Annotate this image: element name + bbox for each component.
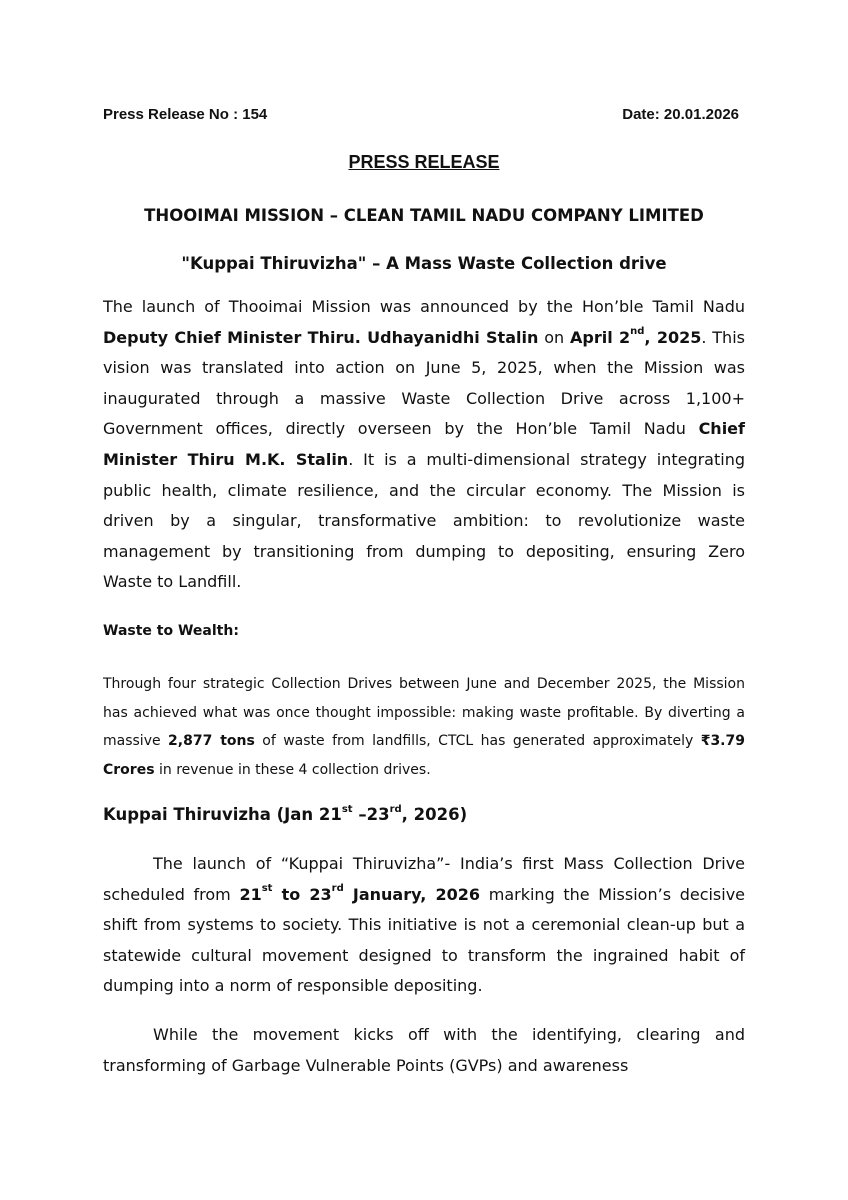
kuppai-date-a: 21 (239, 884, 262, 904)
movement-paragraph: While the movement kicks off with the identifying, clearing and transforming of Garbage Vulnerable Points (GVPs) and awareness (103, 1025, 745, 1075)
kuppai-date-b-sup: rd (331, 883, 344, 895)
release-number: Press Release No : 154 (103, 106, 268, 123)
page-title: PRESS RELEASE (348, 152, 500, 172)
kuppai-date-c: January, 2026 (343, 884, 481, 904)
intro-date-post: , 2025 (644, 327, 702, 347)
kuppai-paragraph (103, 849, 745, 1002)
waste-to-wealth-heading: Waste to Wealth: (103, 623, 239, 639)
release-date: Date: 20.01.2026 (622, 106, 739, 123)
intro-bold-cm: Chief Minister Thiru M.K. Stalin (103, 419, 745, 469)
wtw-text-3: in revenue in these 4 collection drives. (154, 762, 431, 779)
intro-text-4: . It is a multi-dimensional strategy integrating public health, climate resilience, and the circular economy. The Mission is driven by a singular, transformative ambition: to revolutionize waste management by transitioning from dumping to depositing, ensuring Zero Waste to Landfill. (103, 449, 746, 592)
release-header (103, 106, 739, 123)
wtw-text-2: of waste from landfills, CTCL has generated approximately (254, 733, 701, 750)
wtw-bold-tons: 2,877 tons (168, 733, 255, 750)
kuppai-bold-dates (239, 885, 480, 904)
intro-paragraph (103, 292, 745, 598)
intro-date-sup: nd (630, 326, 645, 338)
kuppai-date-a-sup: st (261, 883, 273, 895)
kuppai-heading (103, 805, 467, 824)
wtw-text-1: Through four strategic Collection Drives between June and December 2025, the Mission has achieved what was once thought impossible: making waste profitable. By diverting a massive (103, 676, 745, 750)
kuppai-date-b: to 23 (272, 884, 332, 904)
kuppai-heading-mid: –23 (352, 805, 390, 824)
intro-text-3: . This vision was translated into action on June 5, 2025, when the Mission was inaugurated through a massive Waste Collection Drive across 1,100+ Government offices, directly overseen by the Hon’ble Tamil Nadu (103, 327, 745, 439)
kuppai-heading-sup1: st (341, 803, 353, 815)
kuppai-text-2: marking the Mission’s decisive shift from systems to society. This initiative is not a ceremonial clean-up but a statewide cultural movement designed to transform the ingrained habit of dumping into a norm of responsible depositing. (103, 884, 746, 996)
intro-bold-deputy-cm: Deputy Chief Minister Thiru. Udhayanidhi Stalin (103, 327, 539, 347)
intro-text-2: on (538, 327, 570, 347)
wtw-bold-revenue: ₹3.79 Crores (103, 733, 745, 779)
organization-title: THOOIMAI MISSION – CLEAN TAMIL NADU COMPANY LIMITED (144, 206, 704, 225)
release-subtitle: "Kuppai Thiruvizha" – A Mass Waste Collection drive (181, 254, 667, 273)
waste-to-wealth-paragraph (103, 670, 745, 785)
intro-bold-date (570, 328, 701, 347)
kuppai-text-1: The launch of “Kuppai Thiruvizha”- India’s first Mass Collection Drive scheduled from (103, 854, 745, 904)
kuppai-heading-post: , 2026) (401, 805, 468, 824)
kuppai-heading-pre: Kuppai Thiruvizha (Jan 21 (103, 805, 342, 824)
kuppai-heading-sup2: rd (389, 803, 402, 815)
intro-text-1: The launch of Thooimai Mission was announced by the Hon’ble Tamil Nadu (103, 297, 745, 316)
intro-date-pre: April 2 (569, 327, 631, 347)
